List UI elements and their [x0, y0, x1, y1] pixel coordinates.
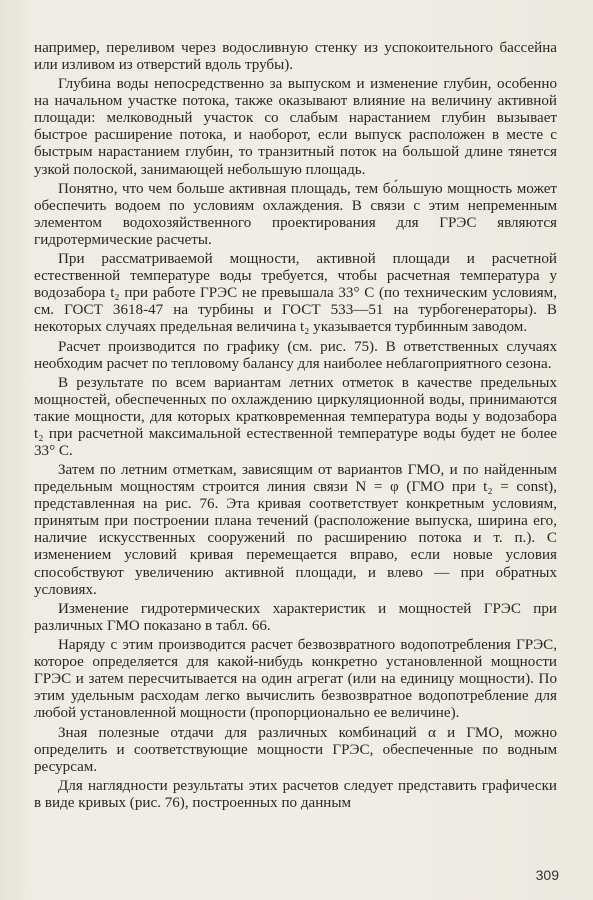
paragraph-temperature-limit: При рассматриваемой мощности, активной площади и расчетной естественной температуре воды требуется, чтобы расчетная температура у водозабора t₂ при работе ГРЭС не превышала 33° С (по техническим условиям, см. ГОСТ 3618-47 на турбины и ГОСТ 533—51 на турбогенераторы). В некоторых случаях предельная величина t₂ указывается турбинным заводом.	[34, 251, 557, 336]
paragraph-water-depth: Глубина воды непосредственно за выпуском и изменение глубин, особенно на начальном участке потока, также оказывают влияние на величину активной площади: мелководный участок со слабым нарастанием глубин вызывает быстрое расширение потока, и наоборот, если выпуск расположен в месте с быстрым нарастанием глубин, то транзитный поток на большой длине тянется узкой полоской, занимающей небольшую площадь.	[34, 76, 557, 178]
paragraph-continuation: например, переливом через водосливную стенку из успокоительного бассейна или изливом из отверстий вдоль трубы).	[34, 40, 557, 74]
paragraph-calculation-method: Расчет производится по графику (см. рис. 75). В ответственных случаях необходим расчет по тепловому балансу для наиболее неблагоприятного сезона.	[34, 338, 557, 372]
paragraph-table-reference: Изменение гидротермических характеристик и мощностей ГРЭС при различных ГМО показано в табл. 66.	[34, 600, 557, 634]
paragraph-active-area: Понятно, что чем больше активная площадь, тем бо́льшую мощность может обеспечить водоем по условиям охлаждения. В связи с этим непременным элементом водохозяйственного проектирования для ГРЭС являются гидротермические расчеты.	[34, 180, 557, 248]
paragraph-water-consumption: Наряду с этим производится расчет безвозвратного водопотребления ГРЭС, которое определяется для какой-нибудь конкретно установленной мощности ГРЭС и затем пересчитывается на один агрегат (или на единицу мощности). По этим удельным расходам легко вычислить безвозвратное водопотребление для любой установленной мощности (пропорционально ее величине).	[34, 637, 557, 722]
paragraph-limiting-capacity: В результате по всем вариантам летних отметок в качестве предельных мощностей, обеспеченных по охлаждению циркуляционной воды, принимаются такие мощности, для которых кратковременная температура воды у водозабора t₂ при расчетной максимальной естественной температуре воды будет не более 33° С.	[34, 374, 557, 460]
paragraph-relation-curve: Затем по летним отметкам, зависящим от вариантов ГМО, и по найденным предельным мощностям строится линия связи N = φ (ГМО при t₂ = const), представленная на рис. 76. Эта кривая соответствует конкретным условиям, принятым при построении плана течений (расположение выпуска, ширина его, наличие искусственных сооружений по расширению потока и т. п.). С изменением условий кривая перемещается вправо, если новые условия способствуют увеличению активной площади, и влево — при обратных условиях.	[34, 462, 557, 598]
page-number: 309	[535, 867, 559, 883]
paragraph-useful-output: Зная полезные отдачи для различных комбинаций α и ГМО, можно определить и соответствующие мощности ГРЭС, обеспеченные по водным ресурсам.	[34, 724, 557, 775]
paragraph-graphical-results: Для наглядности результаты этих расчетов следует представить графически в виде кривых (рис. 76), построенных по данным	[34, 777, 557, 811]
text-body	[34, 40, 557, 814]
